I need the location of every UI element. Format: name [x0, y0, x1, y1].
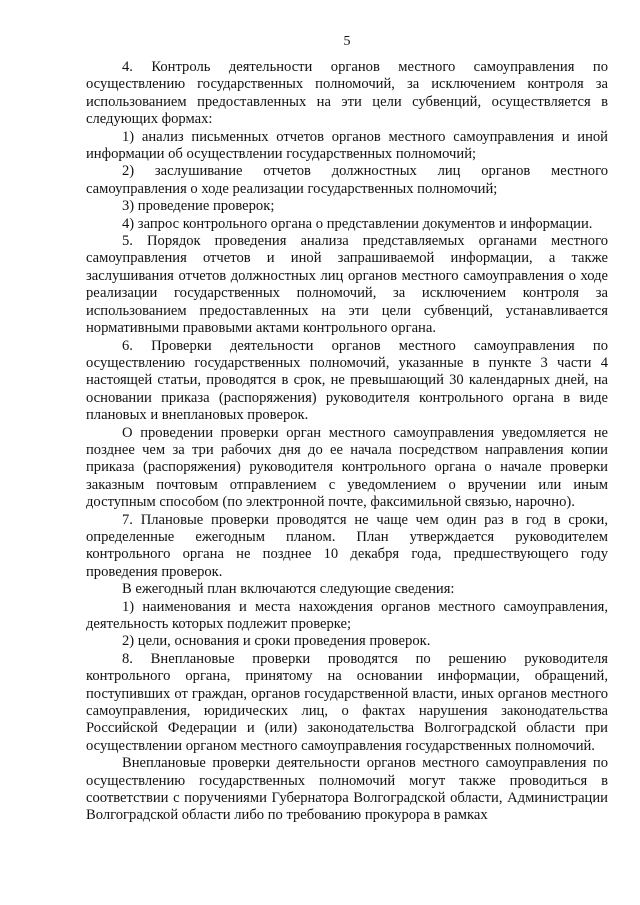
paragraph-form-4: 4) запрос контрольного органа о представлении документов и информации. [122, 215, 593, 232]
paragraph-item-8: 8. Внеплановые проверки проводятся по решению руководителя контрольного органа, принятому на основании информации, обращений, поступивших от граждан, органов государственной власти, иных органов местного самоуправления, юридических лиц, о фактах нарушения законодательства Российской Федерации и (или) законодательства Волгоградской области при осуществлении органом местного самоуправления государственных полномочий. [86, 650, 608, 754]
paragraph-item-7: 7. Плановые проверки проводятся не чаще чем один раз в год в сроки, определенные ежегодным планом. План утверждается руководителем контрольного органа не позднее 10 декабря года, предшествующего году проведения проверок. [86, 511, 608, 580]
paragraph-item-5: 5. Порядок проведения анализа представляемых органами местного самоуправления отчетов и иной запрашиваемой информации, а также заслушивания отчетов должностных лиц органов местного самоуправления о ходе реализации государственных полномочий, за исключением контроля за использованием предоставленных на эти цели субвенций, устанавливается нормативными правовыми актами контрольного органа. [86, 233, 608, 337]
paragraph-plan-1: 1) наименования и места нахождения органов местного самоуправления, деятельность которых подлежит проверке; [86, 598, 608, 632]
page-number: 5 [343, 34, 351, 49]
paragraph-form-2: 2) заслушивание отчетов должностных лиц органов местного самоуправления о ходе реализации государственных полномочий; [86, 163, 608, 197]
paragraph-form-1: 1) анализ письменных отчетов органов местного самоуправления и иной информации об осуществлении государственных полномочий; [86, 128, 608, 163]
paragraph-form-3: 3) проведение проверок; [122, 198, 275, 215]
paragraph-unscheduled: Внеплановые проверки деятельности органов местного самоуправления по осуществлению государственных полномочий могут также проводиться в соответствии с поручениями Губернатора Волгоградской области, Администрации Волгоградской области либо по требованию прокурора в рамках [86, 755, 608, 824]
paragraph-item-4-intro: 4. Контроль деятельности органов местного самоуправления по осуществлению государственных полномочий, за исключением контроля за использованием предоставленных на эти цели субвенций, осуществляется в следующих формах: [86, 59, 608, 128]
paragraph-plan-intro: В ежегодный план включаются следующие сведения: [122, 581, 455, 598]
paragraph-item-6: 6. Проверки деятельности органов местного самоуправления по осуществлению государственных полномочий, указанные в пункте 3 части 4 настоящей статьи, проводятся в срок, не превышающий 30 календарных дней, на основании приказа (распоряжения) руководителя контрольного органа в виде плановых и внеплановых проверок. [86, 337, 608, 424]
paragraph-notification: О проведении проверки орган местного самоуправления уведомляется не позднее чем за три рабочих дня до ее начала посредством направления копии приказа (распоряжения) руководителя контрольного органа о начале проверки заказным почтовым отправлением с уведомлением о вручении или иным доступным способом (по электронной почте, факсимильной связью, нарочно). [86, 424, 608, 511]
paragraph-plan-2: 2) цели, основания и сроки проведения проверок. [122, 633, 431, 650]
